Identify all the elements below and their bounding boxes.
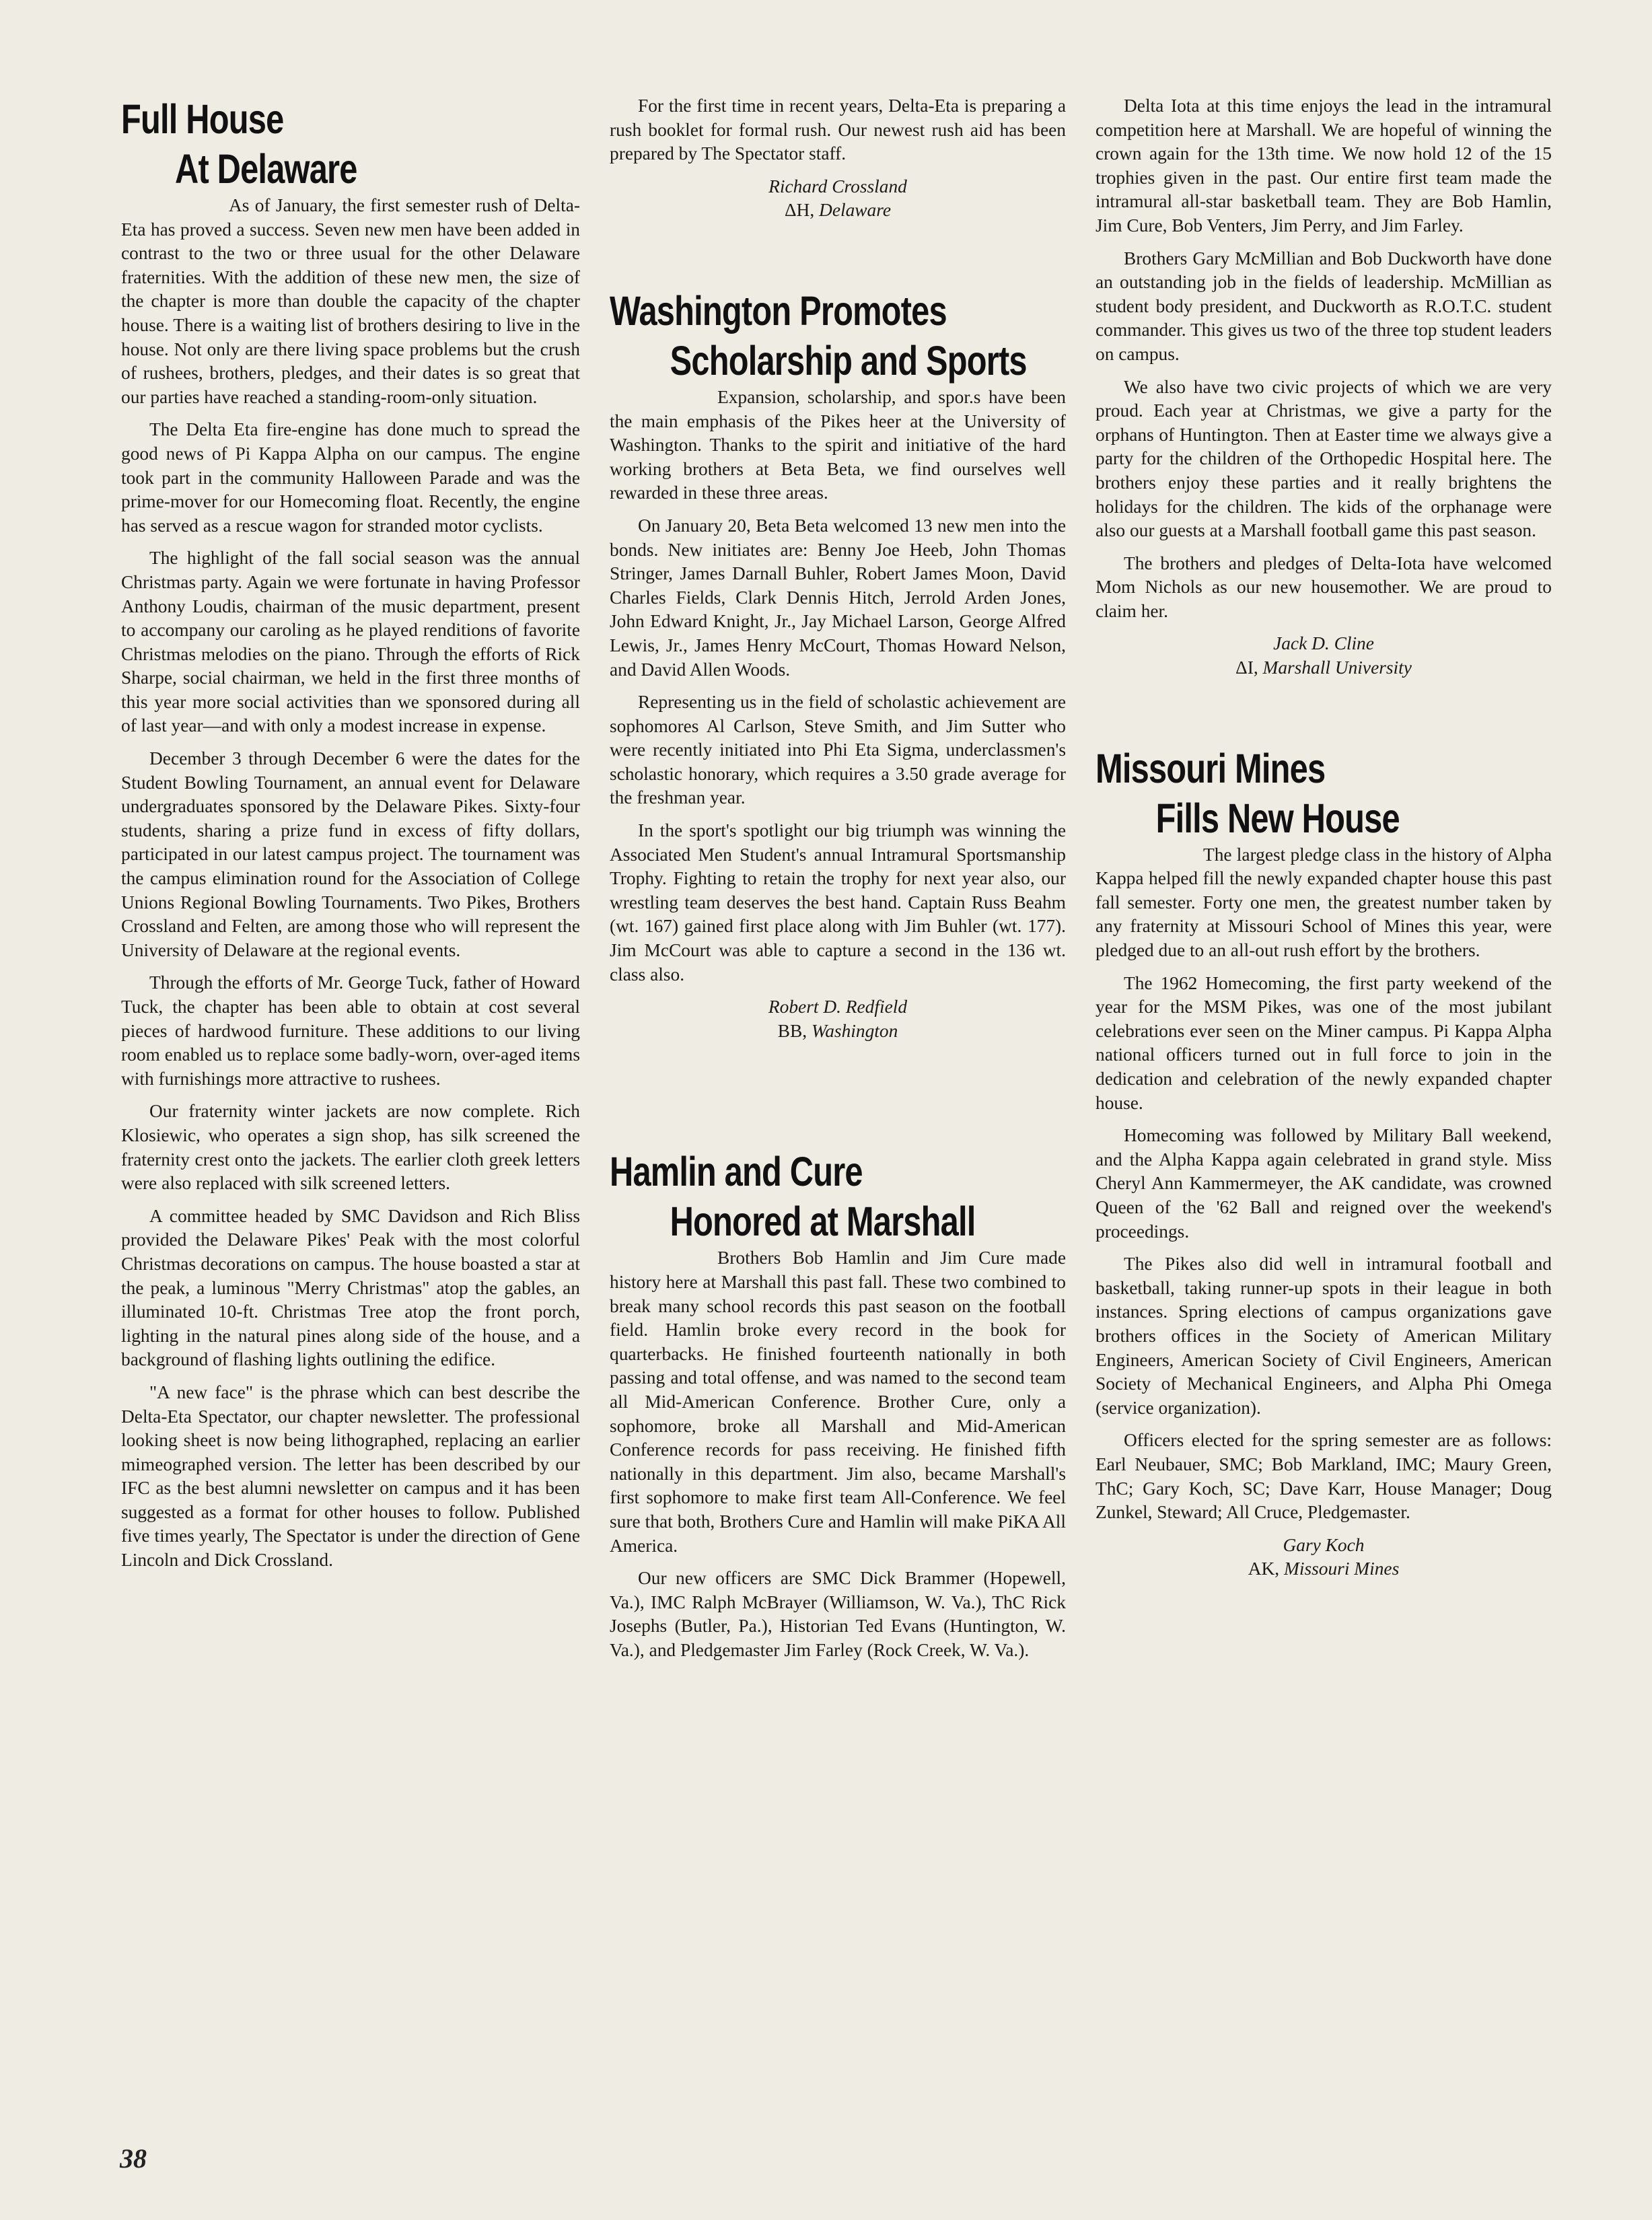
paragraph: On January 20, Beta Beta welcomed 13 new men into the bonds. New initiates are: Benny Joe Heeb, John Thomas Stringer, James Darnall Buhler, Robert James Moon, David Charles Fields, Clark Dennis Hitch, Jerrold Arden Jones, John Edward Knight, Jr., Jay Michael Larson, George Alfred Lewis, Jr., James Henry McCourt, Thomas Howard Nelson, and David Allen Woods. (610, 515, 1066, 680)
paragraph: Expansion, scholarship, and spor.s have been the main emphasis of the Pikes heer at the University of Washington. Thanks to the spirit and initiative of the hard working brothers at Beta Beta, we find ourselves well rewarded in these three areas. (610, 386, 1066, 503)
paragraph: A committee headed by SMC Davidson and Rich Bliss provided the Delaware Pikes' Peak with the most colorful Christmas decorations on campus. The house boasted a star at the peak, a luminous "Merry Christmas" atop the gables, an illuminated 10-ft. Christmas Tree atop the front porch, lighting in the natural pines along side of the house, and a background of flashing lights outlining the edifice. (121, 1205, 580, 1370)
paragraph: The highlight of the fall social season was the annual Christmas party. Again we were fortunate in having Professor Anthony Loudis, chairman of the music department, present to accompany our caroling as he played renditions of favorite Christmas melodies on the piano. Through the efforts of Rick Sharpe, social chairman, we held in the first three months of this year more social activities than we sponsored during all of last year—and with only a modest increase in expense. (121, 548, 580, 736)
signature-missouri: Gary Koch AK, Missouri Mines (1248, 1534, 1400, 1579)
paragraph: The Pikes also did well in intramural football and basketball, taking runner-up spots in their league in both instances. Spring elections of campus organizations gave brothers offices in the Society of American Military Engineers, American Society of Civil Engineers, American Society of Mechanical Engineers, and Alpha Phi Omega (service organization). (1096, 1254, 1552, 1418)
paragraph: Through the efforts of Mr. George Tuck, father of Howard Tuck, the chapter has been able to obtain at cost several pieces of hardwood furniture. These additions to our living room enabled us to replace some badly-worn, over-aged items with furnishings more attractive to rushees. (121, 972, 580, 1089)
article-marshall-part1 (610, 1246, 1066, 1662)
column-2 (610, 94, 1066, 1672)
paragraph: Brothers Bob Hamlin and Jim Cure made history here at Marshall this past fall. These two combined to break many school records this past season on the football field. Hamlin broke every record in the book for quarterbacks. He finished fourteenth nationally in both passing and total offense, and was named to the second team all Mid-American Conference. Brother Cure, only a sophomore, broke all Marshall and Mid-American Conference records for pass receiving. He finished fifth nationally in this department. Jim also, became Marshall's first sophomore to make first team All-Conference. We feel sure that both, Brothers Cure and Hamlin will make PiKA All America. (610, 1248, 1066, 1556)
signature-washington: Robert D. Redfield BB, Washington (768, 997, 908, 1041)
paragraph: The Delta Eta fire-engine has done much to spread the good news of Pi Kappa Alpha on our campus. The engine took part in the community Halloween Parade and was the prime-mover for our Homecoming float. Recently, the engine has served as a rescue wagon for stranded motor cyclists. (121, 419, 580, 536)
article-washington (610, 386, 1066, 987)
paragraph: The largest pledge class in the history of Alpha Kappa helped fill the newly expanded chapter house this past fall semester. Forty one men, the greatest number taken by any fraternity at Missouri School of Mines this year, were pledged due to an all-out rush effort by the brothers. (1096, 844, 1552, 961)
paragraph: As of January, the first semester rush of Delta-Eta has proved a success. Seven new men have been added in contrast to the two or three usual for the other Delaware fraternities. With the addition of these new men, the size of the chapter is more than double the capacity of the chapter house. There is a waiting list of brothers desiring to live in the house. Not only are there living space problems but the crush of rushees, brothers, pledges, and their dates is so great that our parties have reached a standing-room-only situation. (121, 195, 580, 407)
paragraph: "A new face" is the phrase which can best describe the Delta-Eta Spectator, our chapter newsletter. The professional looking sheet is now being lithographed, replacing an earlier mimeographed version. The letter has been described by our IFC as the best alumni newsletter on campus and it has been suggested as a format for other houses to follow. Published five times yearly, The Spectator is under the direction of Gene Lincoln and Dick Crossland. (121, 1382, 580, 1571)
page-number: 38 (120, 2143, 147, 2174)
paragraph: Delta Iota at this time enjoys the lead in the intramural competition here at Marshall. We are hopeful of winning the crown again for the 13th time. We now hold 12 of the 15 trophies given in the past. Our entire first team made the intramural all-star basketball team. They are Bob Hamlin, Jim Cure, Bob Venters, Jim Perry, and Jim Farley. (1096, 96, 1552, 236)
article-delaware-part1 (121, 194, 580, 1573)
paragraph: Our fraternity winter jackets are now complete. Rich Klosiewic, who operates a sign shop, has silk screened the fraternity crest onto the jackets. The earlier cloth greek letters were also replaced with silk screened letters. (121, 1101, 580, 1194)
paragraph: Our new officers are SMC Dick Brammer (Hopewell, Va.), IMC Ralph McBrayer (Williamson, W. Va.), ThC Rick Josephs (Butler, Pa.), Historian Ted Evans (Huntington, W. Va.), and Pledgemaster Jim Farley (Rock Creek, W. Va.). (610, 1568, 1066, 1660)
paragraph: December 3 through December 6 were the dates for the Student Bowling Tournament, an annual event for Delaware undergraduates sponsored by the Delaware Pikes. Sixty-four students, sharing a prize fund in excess of fifty dollars, participated in our latest campus project. The tournament was the campus elimination round for the Association of College Unions Regional Bowling Tournaments. Two Pikes, Brothers Crossland and Felten, are among those who will represent the University of Delaware at the regional events. (121, 748, 580, 960)
headline-washington: Washington Promotes Scholarship and Sports (610, 287, 1027, 384)
article-missouri (1096, 843, 1552, 1525)
headline-missouri: Missouri Mines Fills New House (1096, 745, 1400, 841)
paragraph: The brothers and pledges of Delta-Iota have welcomed Mom Nichols as our new housemother. We are proud to claim her. (1096, 552, 1552, 621)
paragraph: For the first time in recent years, Delta-Eta is preparing a rush booklet for formal rush. Our newest rush aid has been prepared by The Spectator staff. (610, 96, 1066, 164)
paragraph: In the sport's spotlight our big triumph was winning the Associated Men Student's annual Intramural Sportsmanship Trophy. Fighting to retain the trophy for next year also, our wrestling team deserves the best hand. Captain Russ Beahm (wt. 167) gained first place along with Jim Buhler (wt. 177). Jim McCourt was able to capture a second in the 136 wt. class also. (610, 820, 1066, 984)
signature-marshall: Jack D. Cline ΔI, Marshall University (1235, 633, 1412, 678)
paragraph: The 1962 Homecoming, the first party weekend of the year for the MSM Pikes, was one of the most jubilant celebrations ever seen on the Miner campus. Pi Kappa Alpha national officers turned out in full force to join in the dedication and celebration of the newly expanded chapter house. (1096, 972, 1552, 1113)
paragraph: We also have two civic projects of which we are very proud. Each year at Christmas, we give a party for the orphans of Huntington. Then at Easter time we always give a party for the children of the Orthopedic Hospital here. The brothers enjoy these parties and it really brightens the holidays for the children. The kids of the orphanage were also our guests at a Marshall football game this past season. (1096, 376, 1552, 541)
article-marshall-part2 (1096, 94, 1552, 623)
paragraph: Brothers Gary McMillian and Bob Duckworth have done an outstanding job in the fields of leadership. McMillian as student body president, and Duckworth as R.O.T.C. student commander. This gives us two of the three top student leaders on campus. (1096, 248, 1552, 364)
column-3 (1096, 94, 1552, 1584)
signature-delaware: Richard Crossland ΔH, Delaware (768, 176, 907, 221)
paragraph: Representing us in the field of scholastic achievement are sophomores Al Carlson, Steve Smith, and Jim Sutter who were recently initiated into Phi Eta Sigma, underclassmen's scholastic honorary, which requires a 3.50 grade average for the freshman year. (610, 692, 1066, 808)
headline-marshall: Hamlin and Cure Honored at Marshall (610, 1149, 976, 1245)
column-1 (121, 94, 580, 1581)
headline-delaware: Full House At Delaware (121, 96, 357, 192)
paragraph: Officers elected for the spring semester are as follows: Earl Neubauer, SMC; Bob Markland, IMC; Maury Green, ThC; Gary Koch, SC; Dave Karr, House Manager; Doug Zunkel, Steward; All Cruce, Pledgemaster. (1096, 1430, 1552, 1523)
paragraph: Homecoming was followed by Military Ball weekend, and the Alpha Kappa again celebrated in grand style. Miss Cheryl Ann Kammermeyer, the AK candidate, was crowned Queen of the '62 Ball and reigned over the weekend's proceedings. (1096, 1125, 1552, 1242)
article-delaware-part2 (610, 94, 1066, 166)
